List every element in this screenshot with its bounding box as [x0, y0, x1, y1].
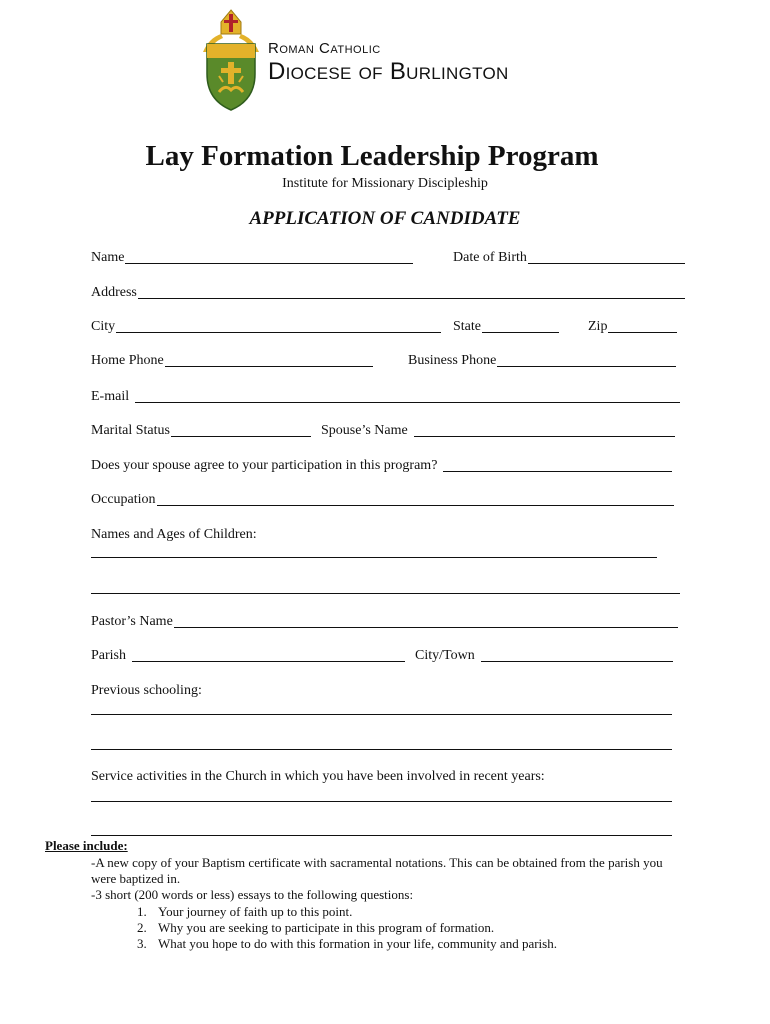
parish-field[interactable] [91, 647, 405, 664]
address-label: Address [91, 285, 137, 300]
business-phone-label: Business Phone [408, 353, 497, 368]
spouse-agree-label: Does your spouse agree to your participation in this program? [91, 458, 438, 473]
include-item-1-line-1: -A new copy of your Baptism certificate with sacramental notations. This can be obtained from the parish you [91, 855, 663, 870]
question-2-number: 2. [137, 920, 147, 935]
marital-status-label: Marital Status [91, 423, 170, 438]
state-label: State [453, 319, 481, 334]
children-line-2[interactable] [91, 593, 680, 594]
dob-label: Date of Birth [453, 250, 527, 265]
include-item-2: -3 short (200 words or less) essays to the following questions: [91, 887, 414, 902]
form-heading: APPLICATION OF CANDIDATE [249, 208, 521, 229]
city-field[interactable] [91, 318, 441, 335]
logo-line-2: Diocese of Burlington [268, 58, 509, 85]
spouse-agree-field[interactable] [91, 457, 672, 474]
question-3-text: What you hope to do with this formation in your life, community and parish. [158, 936, 557, 951]
city-label: City [91, 319, 116, 334]
include-item-1-line-2: were baptized in. [91, 871, 181, 886]
schooling-label: Previous schooling: [91, 683, 202, 698]
occupation-field[interactable] [91, 491, 674, 508]
service-line-1[interactable] [91, 801, 672, 802]
question-3-number: 3. [137, 936, 147, 951]
dob-field[interactable] [453, 249, 685, 266]
name-label: Name [91, 250, 125, 265]
spouse-name-field[interactable] [321, 422, 675, 439]
parish-label: Parish [91, 648, 126, 663]
logo-line-1: Roman Catholic [268, 40, 381, 57]
children-line-1[interactable] [91, 557, 657, 558]
business-phone-field[interactable] [408, 352, 676, 369]
schooling-line-2[interactable] [91, 749, 672, 750]
email-label: E-mail [91, 389, 130, 404]
schooling-line-1[interactable] [91, 714, 672, 715]
question-2-text: Why you are seeking to participate in this program of formation. [158, 920, 495, 935]
name-field[interactable] [91, 249, 413, 266]
service-line-2[interactable] [91, 835, 672, 836]
question-1-number: 1. [137, 904, 147, 919]
page-subtitle: Institute for Missionary Discipleship [282, 176, 488, 191]
email-field[interactable] [91, 388, 680, 405]
state-field[interactable] [453, 318, 559, 335]
service-label: Service activities in the Church in which you have been involved in recent years: [91, 769, 545, 784]
please-include-heading: Please include: [45, 838, 128, 853]
spouse-name-label: Spouse’s Name [321, 423, 408, 438]
diocese-crest-icon [195, 8, 267, 112]
address-field[interactable] [91, 284, 685, 301]
marital-status-field[interactable] [91, 422, 311, 439]
home-phone-label: Home Phone [91, 353, 164, 368]
zip-field[interactable] [588, 318, 677, 335]
zip-label: Zip [588, 319, 608, 334]
occupation-label: Occupation [91, 492, 156, 507]
pastor-name-label: Pastor’s Name [91, 614, 173, 629]
home-phone-field[interactable] [91, 352, 373, 369]
question-1-text: Your journey of faith up to this point. [158, 904, 353, 919]
children-label: Names and Ages of Children: [91, 527, 257, 542]
pastor-name-field[interactable] [91, 613, 678, 630]
page-title: Lay Formation Leadership Program [145, 140, 599, 172]
city-town-field[interactable] [415, 647, 673, 664]
city-town-label: City/Town [415, 648, 475, 663]
